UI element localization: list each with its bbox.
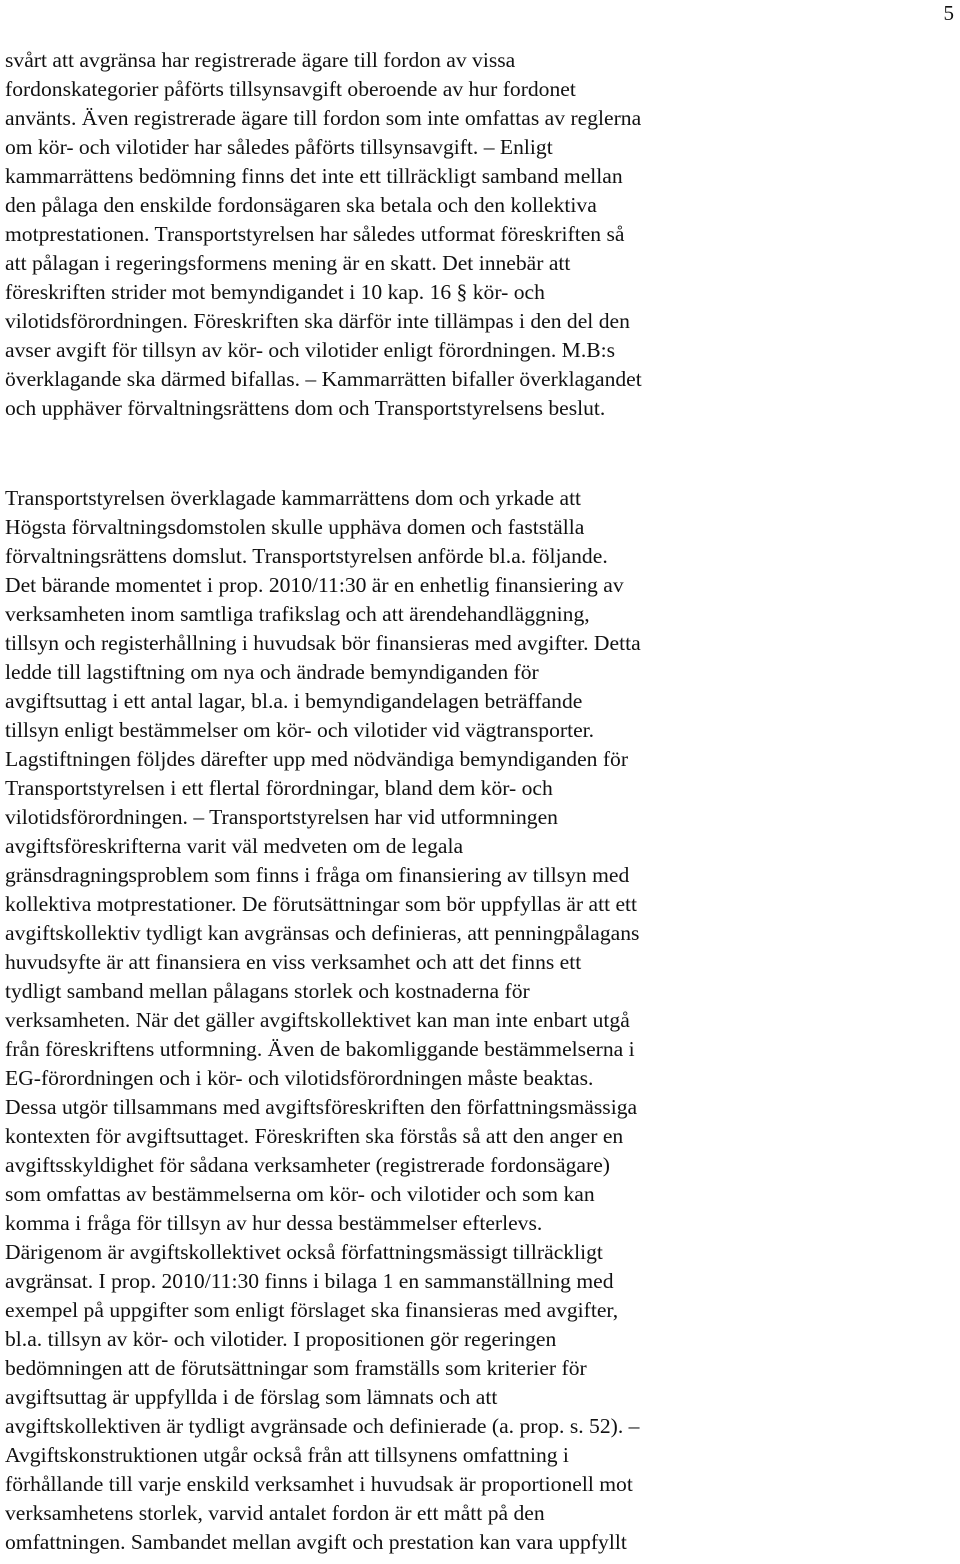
text-line: tillsyn enligt bestämmelser om kör- och vilotider vid vägtransporter. <box>5 718 595 742</box>
text-line: Lagstiftningen följdes därefter upp med nödvändiga bemyndiganden för <box>5 747 629 771</box>
text-line: Transportstyrelsen överklagade kammarrättens dom och yrkade att <box>5 486 582 510</box>
text-line: bedömningen att de förutsättningar som framställs som kriterier för <box>5 1356 587 1380</box>
text-line: fordonskategorier påförts tillsynsavgift oberoende av hur fordonet <box>5 77 576 101</box>
text-line: den pålaga den enskilde fordonsägaren ska betala och den kollektiva <box>5 193 597 217</box>
text-line: Transportstyrelsen i ett flertal förordningar, bland dem kör- och <box>5 776 553 800</box>
text-line: Det bärande momentet i prop. 2010/11:30 är en enhetlig finansiering av <box>5 573 624 597</box>
text-line: som omfattas av bestämmelserna om kör- och vilotider och som kan <box>5 1182 595 1206</box>
text-line: Dessa utgör tillsammans med avgiftsföreskriften den författningsmässiga <box>5 1095 638 1119</box>
text-line: bl.a. tillsyn av kör- och vilotider. I propositionen gör regeringen <box>5 1327 557 1351</box>
paragraph-appeal <box>5 484 641 1557</box>
text-line: vilotidsförordningen. Föreskriften ska därför inte tillämpas i den del den <box>5 309 630 333</box>
text-line: avgiftsskyldighet för sådana verksamheter (registrerade fordonsägare) <box>5 1153 610 1177</box>
text-line: komma i fråga för tillsyn av hur dessa bestämmelser efterlevs. <box>5 1211 543 1235</box>
text-line: avgiftskollektiv tydligt kan avgränsas och definieras, att penningpålagans <box>5 921 640 945</box>
text-line: använts. Även registrerade ägare till fordon som inte omfattas av reglerna <box>5 106 642 130</box>
text-line: EG-förordningen och i kör- och vilotidsförordningen måste beaktas. <box>5 1066 594 1090</box>
text-line: avgiftskollektiven är tydligt avgränsade och definierade (a. prop. s. 52). – <box>5 1414 640 1438</box>
text-line: avgiftsuttag i ett antal lagar, bl.a. i bemyndigandelagen beträffande <box>5 689 583 713</box>
text-line: gränsdragningsproblem som finns i fråga om finansiering av tillsyn med <box>5 863 630 887</box>
text-line: vilotidsförordningen. – Transportstyrelsen har vid utformningen <box>5 805 558 829</box>
text-line: och upphäver förvaltningsrättens dom och Transportstyrelsens beslut. <box>5 396 606 420</box>
text-line: Därigenom är avgiftskollektivet också författningsmässigt tillräckligt <box>5 1240 603 1264</box>
text-line: verksamhetens storlek, varvid antalet fordon är ett mått på den <box>5 1501 545 1525</box>
text-line: avgränsat. I prop. 2010/11:30 finns i bilaga 1 en sammanställning med <box>5 1269 614 1293</box>
text-line: omfattningen. Sambandet mellan avgift och prestation kan vara uppfyllt <box>5 1530 627 1554</box>
text-line: verksamheten. När det gäller avgiftskollektivet kan man inte enbart utgå <box>5 1008 630 1032</box>
text-line: Högsta förvaltningsdomstolen skulle upphäva domen och fastställa <box>5 515 585 539</box>
text-line: avser avgift för tillsyn av kör- och vilotider enligt förordningen. M.B:s <box>5 338 616 362</box>
text-line: kollektiva motprestationer. De förutsättningar som bör uppfyllas är att ett <box>5 892 638 916</box>
paragraph-continuation <box>5 46 642 423</box>
text-line: exempel på uppgifter som enligt förslaget ska finansieras med avgifter, <box>5 1298 619 1322</box>
text-line: huvudsyfte är att finansiera en viss verksamhet och att det finns ett <box>5 950 582 974</box>
text-line: svårt att avgränsa har registrerade ägare till fordon av vissa <box>5 48 516 72</box>
text-line: motprestationen. Transportstyrelsen har således utformat föreskriften så <box>5 222 625 246</box>
text-line: avgiftsuttag är uppfyllda i de förslag som lämnats och att <box>5 1385 498 1409</box>
text-line: tydligt samband mellan pålagans storlek och kostnaderna för <box>5 979 530 1003</box>
text-line: föreskriften strider mot bemyndigandet i 10 kap. 16 § kör- och <box>5 280 545 304</box>
page-number: 5 <box>943 1 954 25</box>
text-line: förhållande till varje enskild verksamhet i huvudsak är proportionell mot <box>5 1472 633 1496</box>
text-line: Avgiftskonstruktionen utgår också från att tillsynens omfattning i <box>5 1443 569 1467</box>
text-line: kammarrättens bedömning finns det inte ett tillräckligt samband mellan <box>5 164 623 188</box>
text-line: tillsyn och registerhållning i huvudsak bör finansieras med avgifter. Detta <box>5 631 641 655</box>
text-line: att pålagan i regeringsformens mening är en skatt. Det innebär att <box>5 251 571 275</box>
text-line: från föreskriftens utformning. Även de bakomliggande bestämmelserna i <box>5 1037 635 1061</box>
text-line: verksamheten inom samtliga trafikslag och att ärendehandläggning, <box>5 602 590 626</box>
text-line: överklagande ska därmed bifallas. – Kammarrätten bifaller överklagandet <box>5 367 642 391</box>
text-line: om kör- och vilotider har således påförts tillsynsavgift. – Enligt <box>5 135 553 159</box>
text-line: ledde till lagstiftning om nya och ändrade bemyndiganden för <box>5 660 539 684</box>
text-line: kontexten för avgiftsuttaget. Föreskriften ska förstås så att den anger en <box>5 1124 624 1148</box>
text-line: avgiftsföreskrifterna varit väl medveten om de legala <box>5 834 464 858</box>
text-line: förvaltningsrättens domslut. Transportstyrelsen anförde bl.a. följande. <box>5 544 608 568</box>
